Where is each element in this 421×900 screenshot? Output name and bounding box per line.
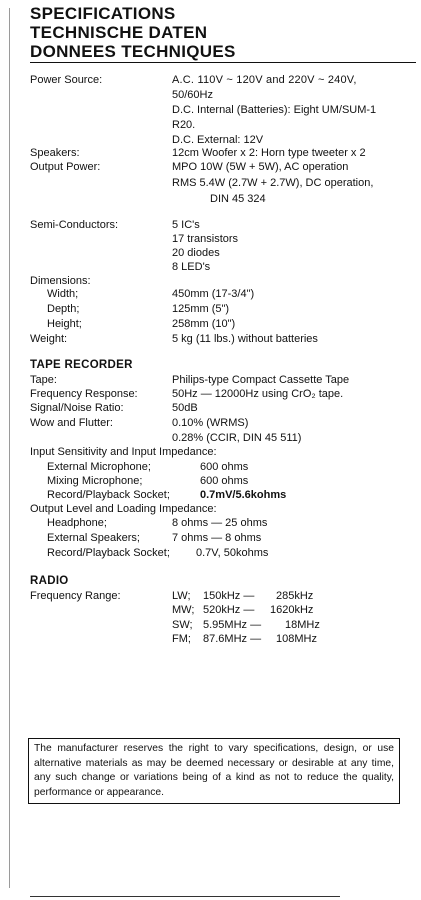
ext-speakers-label: External Speakers;	[47, 532, 140, 544]
bottom-rule	[30, 896, 340, 897]
frequency-response-label: Frequency Response:	[30, 388, 138, 400]
headphone-label: Headphone;	[47, 517, 107, 529]
depth-label: Depth;	[47, 303, 80, 315]
title-block	[30, 4, 236, 61]
speakers-value: 12cm Woofer x 2: Horn type tweeter x 2	[172, 147, 366, 159]
band-sw-high: 18MHz	[285, 619, 320, 631]
dimensions-label: Dimensions:	[30, 275, 91, 287]
wow-flutter-value-1: 0.10% (WRMS)	[172, 417, 249, 429]
output-power-line-1: MPO 10W (5W + 5W), AC operation	[172, 161, 349, 173]
frequency-range-label: Frequency Range:	[30, 590, 121, 602]
power-source-line-4: R20.	[172, 119, 196, 131]
power-source-line-5: D.C. External: 12V	[172, 134, 264, 146]
title-english: SPECIFICATIONS	[30, 4, 176, 23]
power-source-line-3: D.C. Internal (Batteries): Eight UM/SUM-1	[172, 104, 377, 116]
mix-mic-value: 600 ohms	[200, 475, 249, 487]
band-lw-high: 285kHz	[276, 590, 314, 602]
output-power-line-3: DIN 45 324	[210, 193, 266, 205]
manufacturer-notice: The manufacturer reserves the right to vary specifications, design, or use alternative materials as may be deemed necessary or desirable at any time, any such change or variations being of a kind as not to reduce the quality, performance or appearance.	[28, 738, 400, 804]
band-mw-low: 520kHz —	[203, 604, 255, 616]
weight-value: 5 kg (11 lbs.) without batteries	[172, 333, 318, 345]
width-value: 450mm (17-3/4")	[172, 288, 255, 300]
title-german: TECHNISCHE DATEN	[30, 23, 208, 42]
tape-label: Tape:	[30, 374, 57, 386]
semiconductors-diodes: 20 diodes	[172, 247, 220, 259]
headphone-value: 8 ohms — 25 ohms	[172, 517, 268, 529]
left-margin-line	[9, 8, 10, 888]
semiconductors-label: Semi-Conductors:	[30, 219, 119, 231]
height-value: 258mm (10")	[172, 318, 236, 330]
band-lw-low: 150kHz —	[203, 590, 255, 602]
semiconductors-transistors: 17 transistors	[172, 233, 239, 245]
rec-play-out-value: 0.7V, 50kohms	[196, 547, 269, 559]
ext-mic-value: 600 ohms	[200, 461, 249, 473]
power-source-label: Power Source:	[30, 74, 103, 86]
band-fm-low: 87.6MHz —	[203, 633, 262, 645]
output-level-heading: Output Level and Loading Impedance:	[30, 503, 217, 515]
band-fm-high: 108MHz	[276, 633, 317, 645]
width-label: Width;	[47, 288, 79, 300]
semiconductors-ic: 5 IC's	[172, 219, 200, 231]
tape-value: Philips-type Compact Cassette Tape	[172, 374, 350, 386]
power-source-line-1: A.C. 110V ~ 120V and 220V ~ 240V,	[172, 74, 357, 86]
band-mw-name: MW;	[172, 604, 195, 616]
frequency-response-value: 50Hz — 12000Hz using CrO₂ tape.	[172, 388, 344, 400]
mix-mic-label: Mixing Microphone;	[47, 475, 143, 487]
tape-recorder-heading: TAPE RECORDER	[30, 359, 133, 371]
band-lw-name: LW;	[172, 590, 191, 602]
snr-value: 50dB	[172, 402, 198, 414]
rec-play-out-label: Record/Playback Socket;	[47, 547, 170, 559]
output-power-label: Output Power:	[30, 161, 101, 173]
wow-flutter-value-2: 0.28% (CCIR, DIN 45 511)	[172, 432, 302, 444]
height-label: Height;	[47, 318, 82, 330]
ext-speakers-value: 7 ohms — 8 ohms	[172, 532, 262, 544]
semiconductors-leds: 8 LED's	[172, 261, 211, 273]
title-rule	[30, 62, 416, 63]
input-sensitivity-heading: Input Sensitivity and Input Impedance:	[30, 446, 217, 458]
band-mw-high: 1620kHz	[270, 604, 314, 616]
rec-play-in-value: 0.7mV/5.6kohms	[200, 489, 287, 501]
band-fm-name: FM;	[172, 633, 191, 645]
rec-play-in-label: Record/Playback Socket;	[47, 489, 170, 501]
band-sw-name: SW;	[172, 619, 193, 631]
snr-label: Signal/Noise Ratio:	[30, 402, 124, 414]
depth-value: 125mm (5")	[172, 303, 230, 315]
title-french: DONNEES TECHNIQUES	[30, 42, 236, 61]
band-sw-low: 5.95MHz —	[203, 619, 262, 631]
power-source-line-2: 50/60Hz	[172, 89, 213, 101]
ext-mic-label: External Microphone;	[47, 461, 151, 473]
speakers-label: Speakers:	[30, 147, 80, 159]
output-power-line-2: RMS 5.4W (2.7W + 2.7W), DC operation,	[172, 177, 374, 189]
radio-heading: RADIO	[30, 575, 69, 587]
weight-label: Weight:	[30, 333, 68, 345]
wow-flutter-label: Wow and Flutter:	[30, 417, 113, 429]
